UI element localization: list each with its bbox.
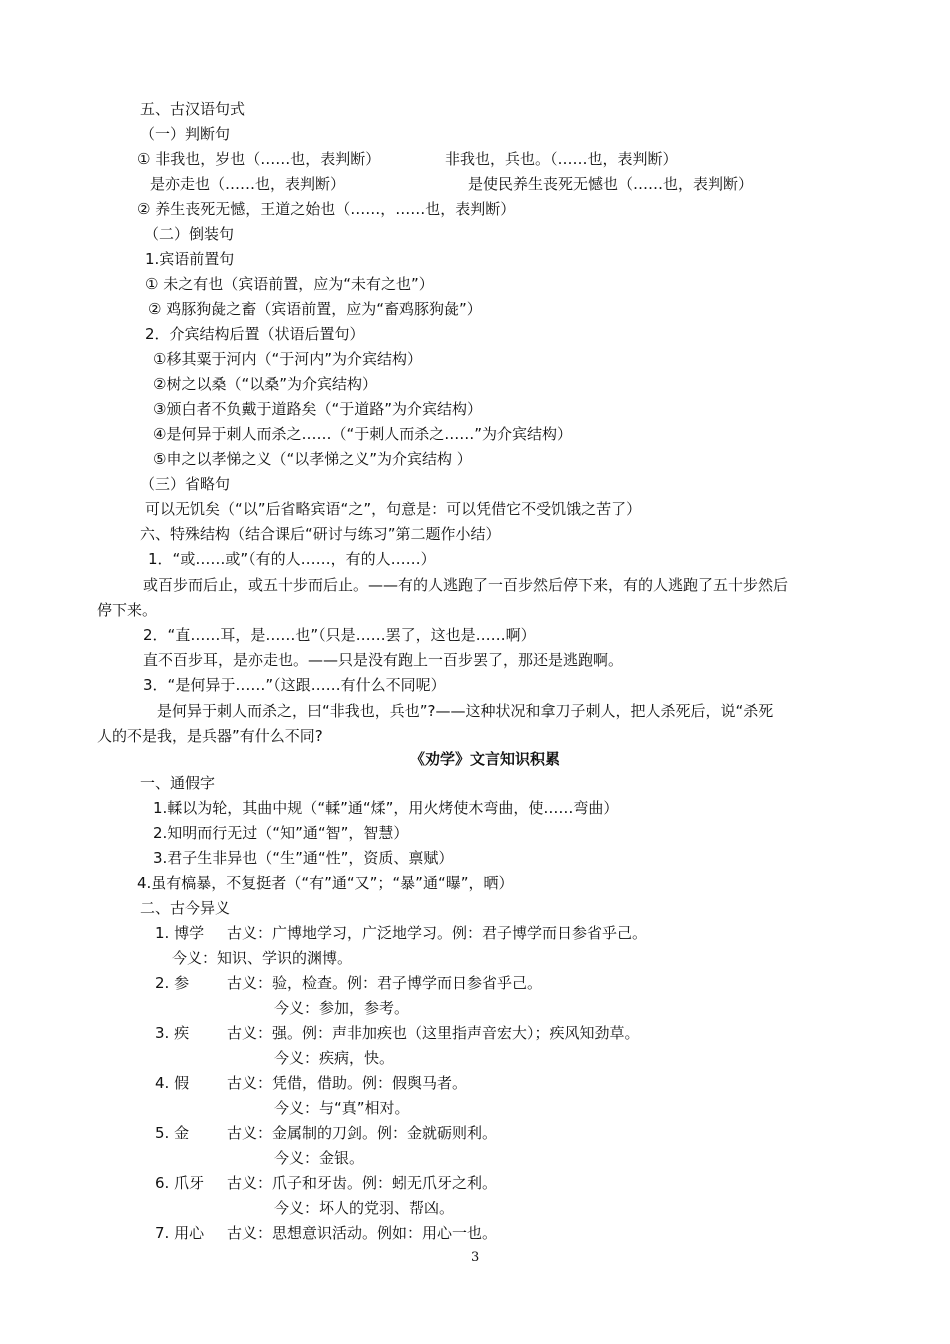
ellipsis-sentence-heading: （三）省略句 [140, 475, 231, 493]
gujin-new-2: 今义：参加，参考。 [274, 999, 410, 1017]
structure-1-example-line2: 停下来。 [97, 601, 158, 619]
gujin-term-7: 7. 用心 [155, 1224, 205, 1242]
structure-2-heading: 2．“直……耳，是……也”（只是……罢了，这也是……啊） [143, 626, 536, 644]
object-preposed-heading: 1.宾语前置句 [145, 250, 235, 268]
structure-1-heading: 1．“或……或”（有的人……，有的人……） [148, 550, 436, 568]
gujin-old-6: 古义：爪子和牙齿。例：蚓无爪牙之利。 [227, 1174, 498, 1192]
gujin-old-3: 古义：强。例：声非加疾也（这里指声音宏大）；疾风知劲草。 [227, 1024, 640, 1042]
structure-2-example: 直不百步耳，是亦走也。——只是没有跑上一百步罢了，那还是逃跑啊。 [143, 651, 624, 669]
object-preposed-example-1: ① 未之有也（宾语前置，应为“未有之也”） [145, 275, 434, 293]
gujin-term-1: 1. 博学 [155, 924, 205, 942]
section-five-title: 五、古汉语句式 [140, 100, 246, 118]
gujin-term-4: 4. 假 [155, 1074, 190, 1092]
judgment-example-3: ② 养生丧死无憾，王道之始也（……，……也，表判断） [137, 200, 516, 218]
tongjiazi-item-2: 2.知明而行无过（“知”通“智”，智慧） [153, 824, 409, 842]
gujin-old-2: 古义：验，检查。例：君子博学而日参省乎己。 [227, 974, 543, 992]
structure-3-heading: 3．“是何异于……”（这跟……有什么不同呢） [143, 676, 446, 694]
object-preposed-example-2: ② 鸡豚狗彘之畜（宾语前置，应为“畜鸡豚狗彘”） [148, 300, 482, 318]
inversion-sentence-heading: （二）倒装句 [144, 225, 235, 243]
gujin-new-5: 今义：金银。 [274, 1149, 365, 1167]
prepositional-example-2: ②树之以桑（“以桑”为介宾结构） [153, 375, 377, 393]
judgment-sentence-heading: （一）判断句 [140, 125, 231, 143]
gujin-old-1: 古义：广博地学习，广泛地学习。例：君子博学而日参省乎己。 [227, 924, 648, 942]
tongjiazi-heading: 一、通假字 [140, 774, 216, 792]
prepositional-example-3: ③颁白者不负戴于道路矣（“于道路”为介宾结构） [153, 400, 482, 418]
judgment-example-1a: ① 非我也，岁也（……也，表判断） [137, 150, 381, 168]
gujin-term-5: 5. 金 [155, 1124, 190, 1142]
gujin-term-6: 6. 爪牙 [155, 1174, 205, 1192]
tongjiazi-item-3: 3.君子生非异也（“生”通“性”，资质、禀赋） [153, 849, 454, 867]
prepositional-example-1: ①移其粟于河内（“于河内”为介宾结构） [153, 350, 422, 368]
ellipsis-example: 可以无饥矣（“以”后省略宾语“之”，句意是：可以凭借它不受饥饿之苦了） [145, 500, 642, 518]
prepositional-example-5: ⑤申之以孝悌之义（“以孝悌之义”为介宾结构 ） [153, 450, 472, 468]
section-six-title: 六、特殊结构（结合课后“研讨与练习”第二题作小结） [140, 525, 501, 543]
gujin-term-2: 2. 参 [155, 974, 190, 992]
gujin-term-3: 3. 疾 [155, 1024, 190, 1042]
gujin-new-4: 今义：与“真”相对。 [274, 1099, 410, 1117]
tongjiazi-item-4: 4.虽有槁暴，不复挺者（“有”通“又”；“暴”通“曝”，晒） [137, 874, 514, 892]
structure-1-example-line1: 或百步而后止，或五十步而后止。——有的人逃跑了一百步然后停下来，有的人逃跑了五十步然后 [143, 576, 789, 594]
prepositional-example-4: ④是何异于刺人而杀之……（“于刺人而杀之……”为介宾结构） [153, 425, 572, 443]
judgment-example-2a: 是亦走也（……也，表判断） [150, 175, 346, 193]
judgment-example-2b: 是使民养生丧死无憾也（……也，表判断） [468, 175, 754, 193]
structure-3-example-line2: 人的不是我，是兵器”有什么不同? [97, 727, 323, 745]
gujin-new-3: 今义：疾病，快。 [274, 1049, 395, 1067]
prepositional-postposed-heading: 2．介宾结构后置（状语后置句） [145, 325, 365, 343]
gujinyiyi-heading: 二、古今异义 [140, 899, 231, 917]
gujin-new-6: 今义：坏人的党羽、帮凶。 [274, 1199, 455, 1217]
judgment-example-1b: 非我也，兵也。（……也，表判断） [445, 150, 678, 168]
gujin-new-1: 今义：知识、学识的渊博。 [172, 949, 353, 967]
gujin-old-5: 古义：金属制的刀剑。例：金就砺则利。 [227, 1124, 498, 1142]
quanxue-title: 《劝学》文言知识积累 [410, 750, 561, 768]
gujin-old-7: 古义：思想意识活动。例如：用心一也。 [227, 1224, 498, 1242]
structure-3-example-line1: 是何异于刺人而杀之，曰“非我也，兵也”?——这种状况和拿刀子刺人，把人杀死后，说“杀死 [157, 702, 774, 720]
gujin-old-4: 古义：凭借，借助。例：假舆马者。 [227, 1074, 468, 1092]
page-number: 3 [471, 1250, 480, 1265]
tongjiazi-item-1: 1.輮以为轮，其曲中规（“輮”通“煣”，用火烤使木弯曲，使……弯曲） [153, 799, 619, 817]
